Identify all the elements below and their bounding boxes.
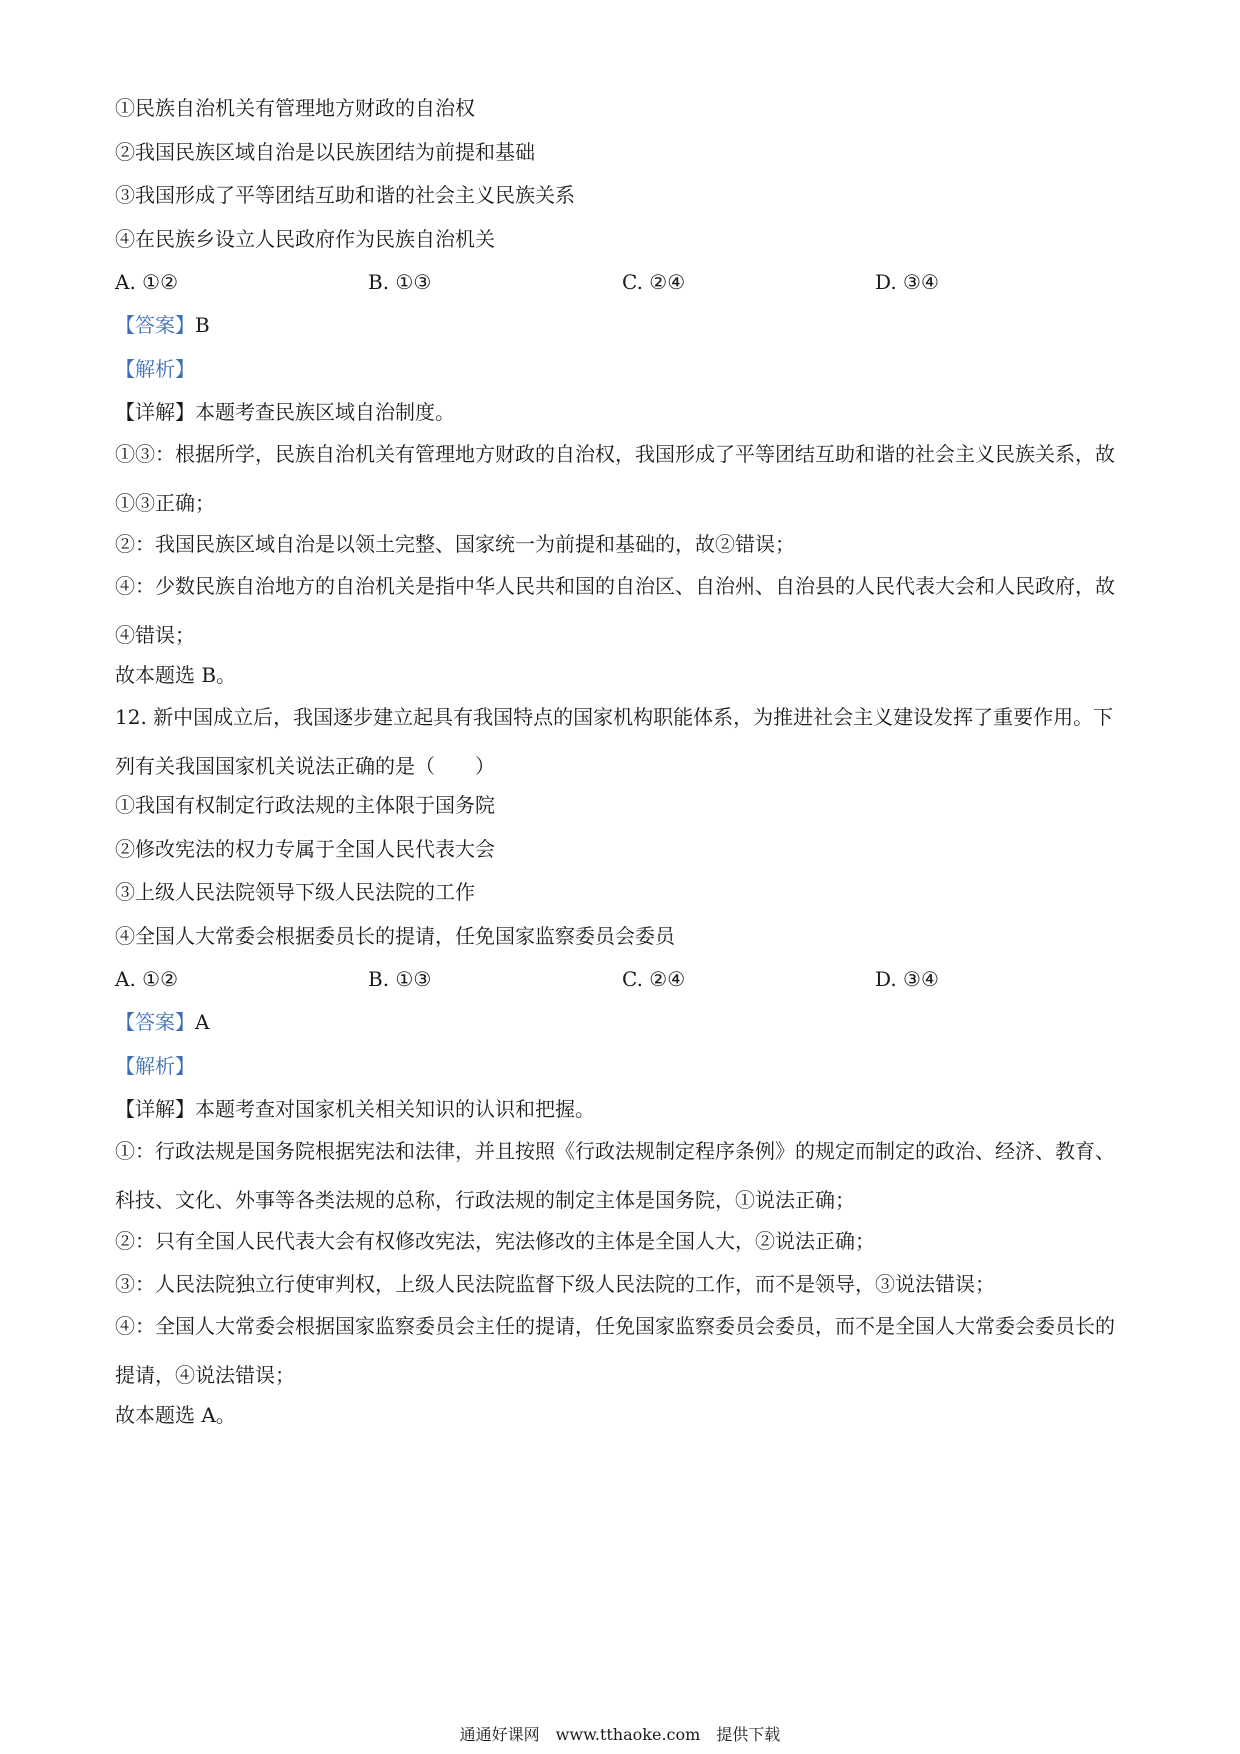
q11-explanation-2: ②：我国民族区域自治是以领土完整、国家统一为前提和基础的，故②错误； <box>115 532 795 556</box>
q11-explanation-1: ①③：根据所学，民族自治机关有管理地方财政的自治权，我国形成了平等团结互助和谐的社会主义民族关系，故①③正确； <box>115 442 1115 515</box>
q12-option-d: D. ③④ <box>875 967 939 991</box>
q11-conclusion: 故本题选 B。 <box>115 663 237 687</box>
q11-option-d: D. ③④ <box>875 270 939 294</box>
q11-option-b: B. ①③ <box>368 270 432 294</box>
q12-explanation-4: ④：全国人大常委会根据国家监察委员会主任的提请，任免国家监察委员会委员，而不是全国人大常委会委员长的提请，④说法错误； <box>115 1314 1115 1387</box>
q11-statement-3: ③我国形成了平等团结互助和谐的社会主义民族关系 <box>115 183 575 207</box>
detail-intro: 本题考查对国家机关相关知识的认识和把握。 <box>195 1097 595 1121</box>
q11-statement-2: ②我国民族区域自治是以民族团结为前提和基础 <box>115 140 535 164</box>
q11-option-c: C. ②④ <box>622 270 686 294</box>
q11-analysis <box>115 354 195 384</box>
q11-statement-1: ①民族自治机关有管理地方财政的自治权 <box>115 96 475 120</box>
detail-intro: 本题考查民族区域自治制度。 <box>195 400 455 424</box>
detail-label: 【详解】 <box>115 1097 195 1121</box>
q11-statement-4: ④在民族乡设立人民政府作为民族自治机关 <box>115 227 495 251</box>
analysis-label: 【解析】 <box>115 1054 195 1078</box>
q11-explanation-3: ④：少数民族自治地方的自治机关是指中华人民共和国的自治区、自治州、自治县的人民代表大会和人民政府，故④错误； <box>115 574 1115 647</box>
q11-answer <box>115 310 210 340</box>
detail-label: 【详解】 <box>115 400 195 424</box>
answer-value: B <box>195 313 210 337</box>
q12-answer <box>115 1007 209 1037</box>
q12-explanation-2: ②：只有全国人民代表大会有权修改宪法，宪法修改的主体是全国人大，②说法正确； <box>115 1229 875 1253</box>
q12-explanation-1: ①：行政法规是国务院根据宪法和法律，并且按照《行政法规制定程序条例》的规定而制定的政治、经济、教育、科技、文化、外事等各类法规的总称，行政法规的制定主体是国务院，①说法正确； <box>115 1139 1115 1212</box>
q12-stem: 12. 新中国成立后，我国逐步建立起具有我国特点的国家机构职能体系，为推进社会主义建设发挥了重要作用。下列有关我国国家机关说法正确的是（ ） <box>115 705 1114 778</box>
q12-detail <box>115 1094 595 1124</box>
q12-option-b: B. ①③ <box>368 967 432 991</box>
answer-label: 【答案】 <box>115 1010 195 1034</box>
q12-statement-2: ②修改宪法的权力专属于全国人民代表大会 <box>115 837 495 861</box>
answer-value: A <box>195 1010 210 1034</box>
q12-option-a: A. ①② <box>115 967 179 991</box>
q12-conclusion: 故本题选 A。 <box>115 1403 236 1427</box>
answer-label: 【答案】 <box>115 313 195 337</box>
analysis-label: 【解析】 <box>115 357 195 381</box>
q12-explanation-3: ③：人民法院独立行使审判权，上级人民法院监督下级人民法院的工作，而不是领导，③说法错误； <box>115 1272 995 1296</box>
q11-option-a: A. ①② <box>115 270 179 294</box>
q12-analysis <box>115 1051 195 1081</box>
q12-statement-4: ④全国人大常委会根据委员长的提请，任免国家监察委员会委员 <box>115 924 675 948</box>
page-footer: 通通好课网 www.tthaoke.com 提供下载 <box>459 1725 781 1744</box>
q12-option-c: C. ②④ <box>622 967 686 991</box>
q12-statement-3: ③上级人民法院领导下级人民法院的工作 <box>115 880 475 904</box>
q12-statement-1: ①我国有权制定行政法规的主体限于国务院 <box>115 793 495 817</box>
q11-detail <box>115 397 455 427</box>
